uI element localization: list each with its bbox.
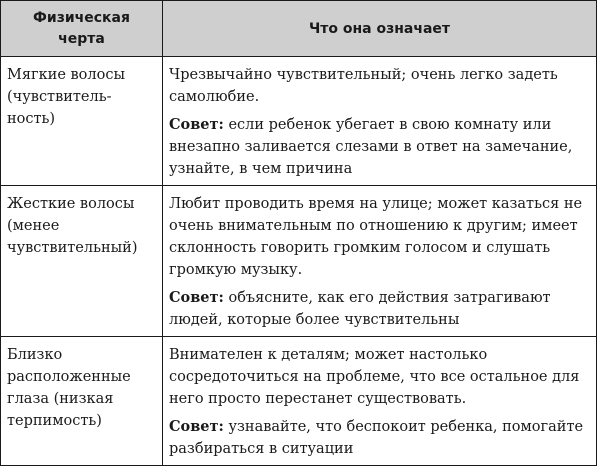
header-meaning: Что она означает: [163, 1, 597, 57]
trait-line: терпимость): [7, 413, 102, 429]
trait-line: расположенные: [7, 369, 131, 385]
advice: [169, 287, 590, 331]
table-row: [1, 186, 597, 337]
meaning-cell: [163, 186, 597, 337]
table-body: [1, 57, 597, 466]
trait-line: (менее: [7, 218, 60, 234]
trait-cell: [1, 186, 163, 337]
trait-line: ность): [7, 111, 56, 127]
table-row: [1, 337, 597, 466]
advice: [169, 114, 590, 180]
advice-text: объясните, как его действия затрагивают людей, которые более чувствительны: [169, 290, 551, 328]
meaning-description: Чрезвычайно чувствительный; очень легко задеть самолюбие.: [169, 67, 558, 105]
trait-line: чувствительный): [7, 240, 138, 256]
trait-line: Близко: [7, 347, 63, 363]
trait-line: Жесткие волосы: [7, 196, 135, 212]
header-trait-line-2: черта: [58, 31, 105, 47]
trait-line: (чувствитель-: [7, 89, 112, 105]
advice-label: Совет:: [169, 289, 224, 306]
trait-line: глаза (низкая: [7, 391, 114, 407]
header-trait: [1, 1, 163, 57]
advice-label: Совет:: [169, 418, 224, 435]
table-row: [1, 57, 597, 186]
meaning-description: Внимателен к деталям; может настолько сосредоточиться на проблеме, что все остальное для него просто перестанет существовать.: [169, 347, 580, 407]
advice-label: Совет:: [169, 116, 224, 133]
header-trait-line-1: Физическая: [33, 10, 130, 26]
trait-cell: [1, 337, 163, 466]
advice: [169, 416, 590, 460]
meaning-description: Любит проводить время на улице; может казаться не очень внимательным по отношению к другим; имеет склонность говорить громким голосом и слушать громкую музыку.: [169, 196, 583, 278]
table-header: [1, 1, 597, 57]
trait-cell: [1, 57, 163, 186]
header-row: [1, 1, 597, 57]
trait-line: Мягкие волосы: [7, 67, 126, 83]
advice-text: если ребенок убегает в свою комнату или внезапно заливается слезами в ответ на замечание, узнайте, в чем причина: [169, 117, 573, 177]
advice-text: узнавайте, что беспокоит ребенка, помогайте разбираться в ситуации: [169, 419, 584, 457]
meaning-cell: [163, 337, 597, 466]
meaning-cell: [163, 57, 597, 186]
